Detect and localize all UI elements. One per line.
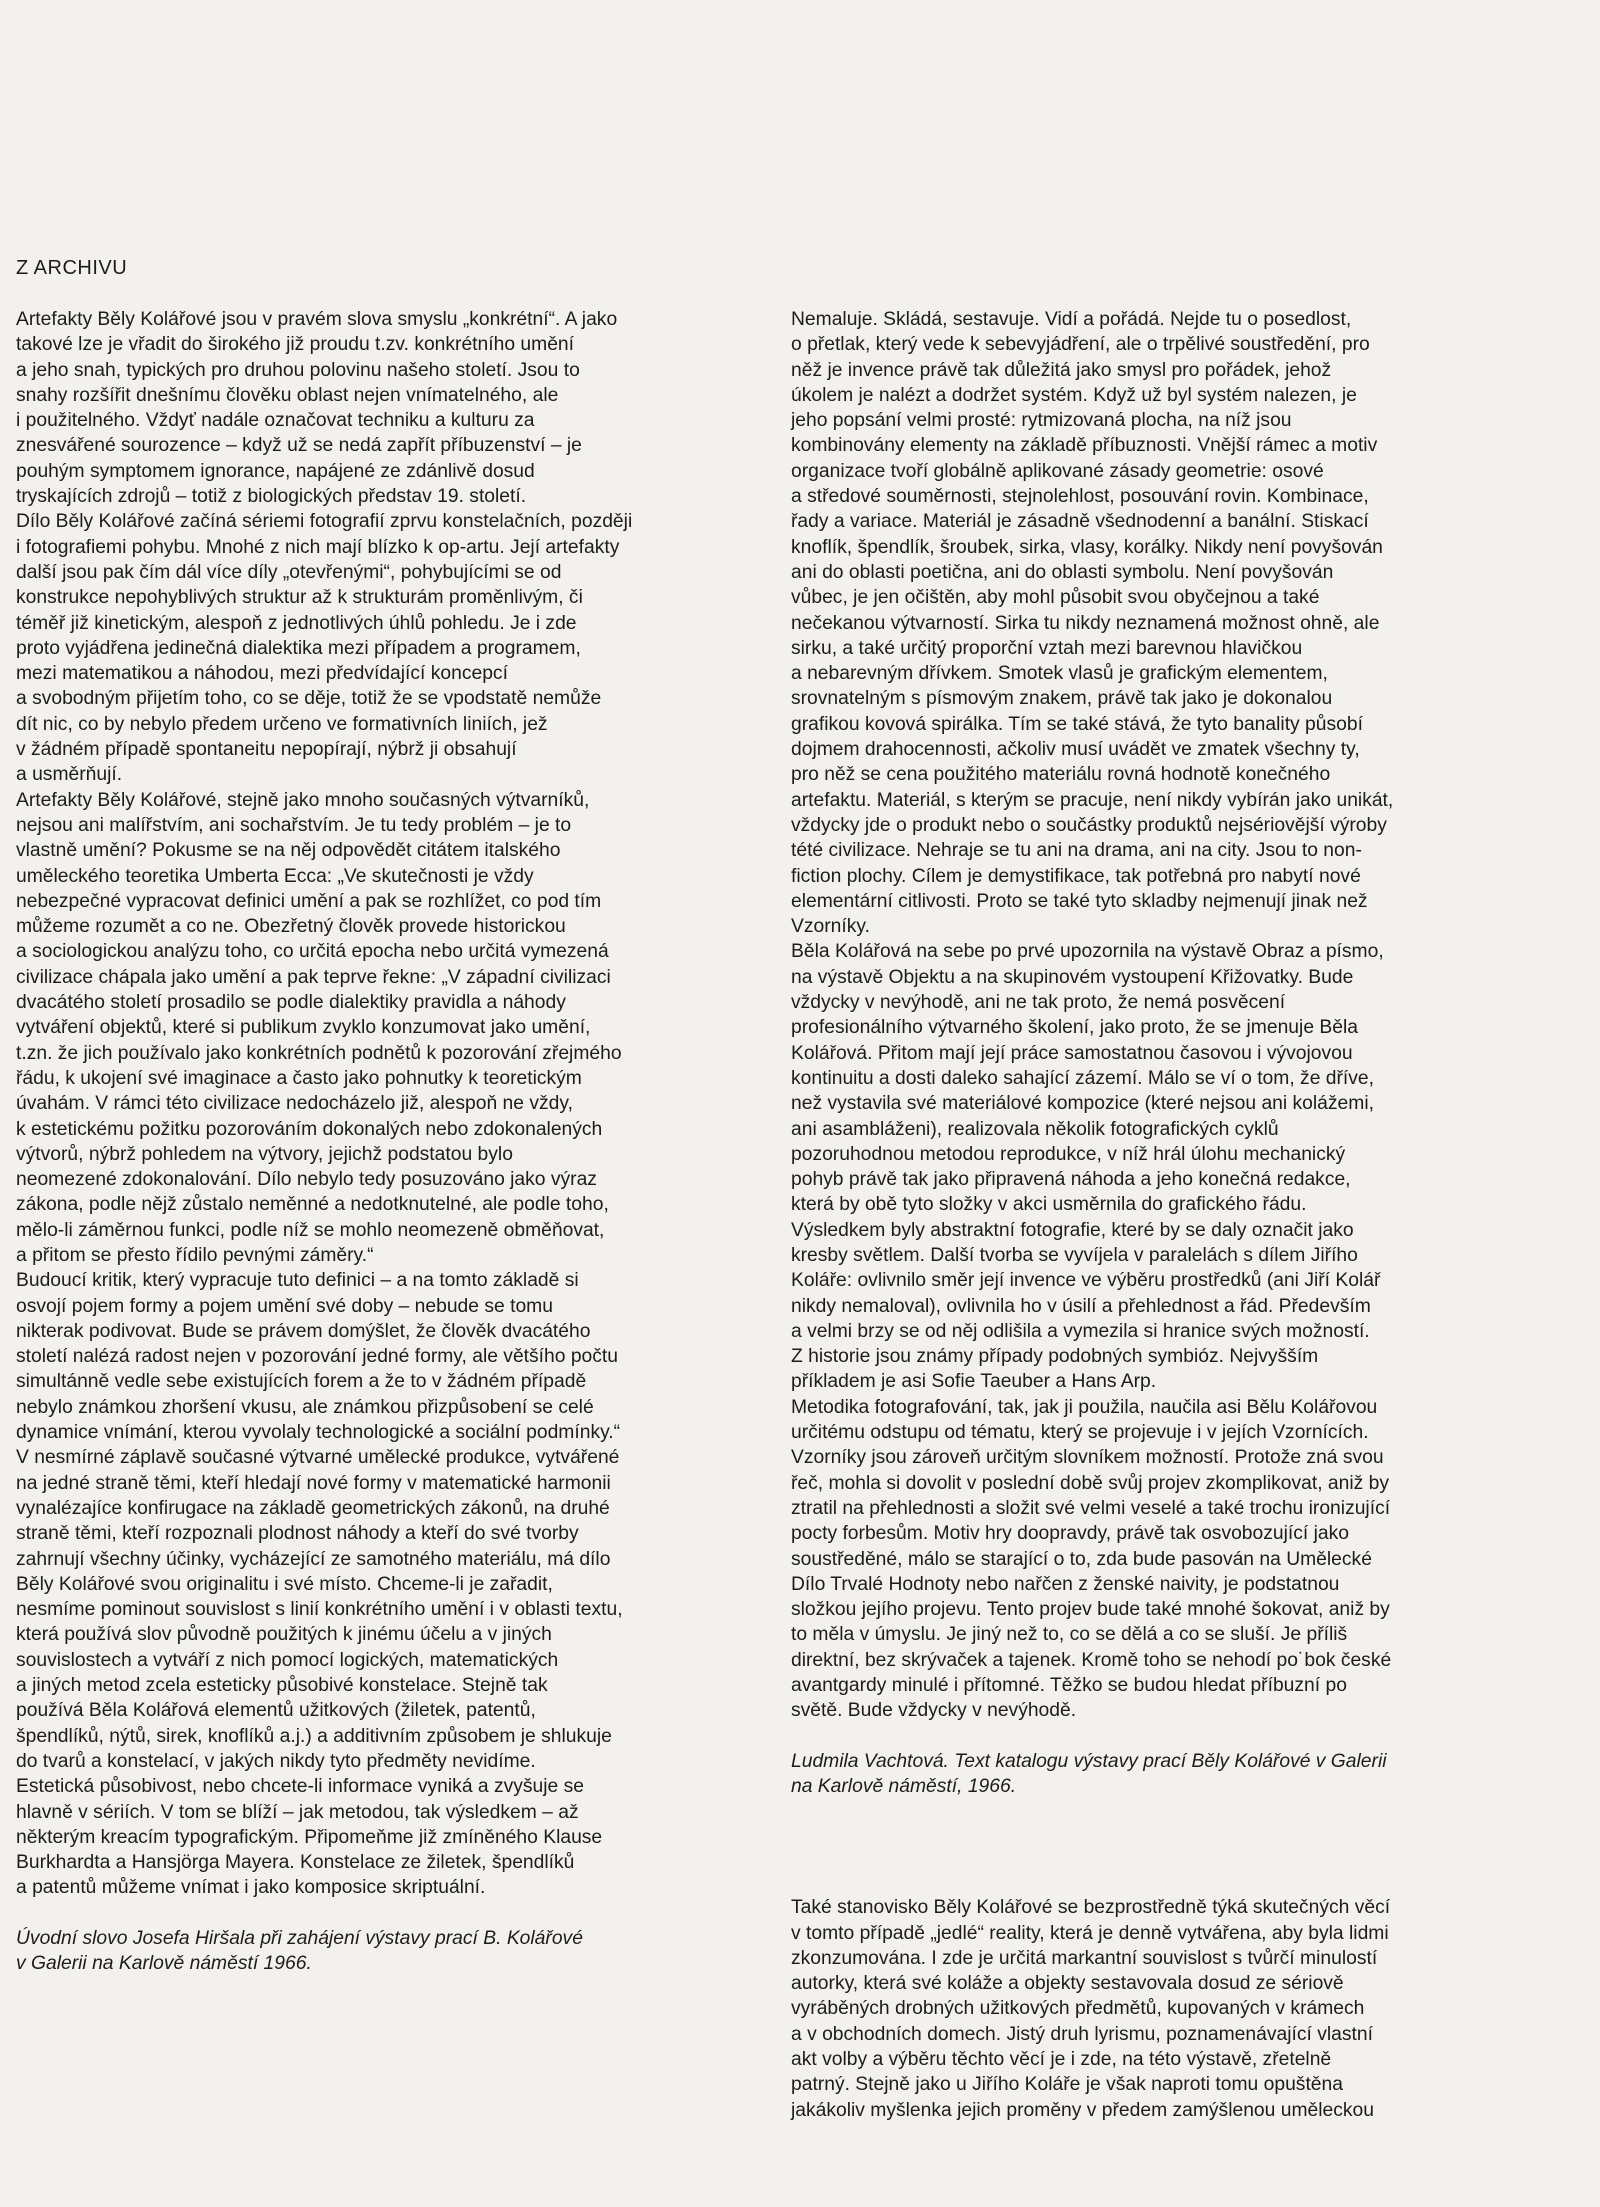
text-line: a v obchodních domech. Jistý druh lyrismu, poznamenávající vlastní [791,2023,1373,2045]
text-line: tryskajících zdrojů – totiž z biologických představ 19. století. [16,486,527,508]
text-line: straně těmi, kteří rozpoznali plodnost náhody a kteří do své tvorby [16,1523,579,1545]
text-line: pohyb právě tak jako připravená náhoda a jeho konečná redakce, [791,1169,1351,1191]
text-line: srovnatelným s písmovým znakem, právě tak jako je dokonalou [791,688,1333,710]
text-line: fiction plochy. Cílem je demystifikace, tak potřebná pro nabytí nové [791,865,1361,887]
text-line: jeho popsání velmi prosté: rytmizovaná plocha, na níž jsou [791,410,1292,432]
text-line: zákona, podle nějž zůstalo neměnné a nedotknutelné, ale podle toho, [16,1194,609,1216]
text-line: vynalézajíce konfirugace na základě geometrických zákonů, na druhé [16,1497,610,1519]
text-line: uměleckého teoretika Umberta Ecca: „Ve skutečnosti je vždy [16,865,534,887]
text-line: úvahám. V rámci této civilizace nedocházelo již, alespoň ne vždy, [16,1093,573,1115]
text-line: a velmi brzy se od něj odlišila a vymezila si hranice svých možností. [791,1320,1370,1342]
text-line: Artefakty Běly Kolářové jsou v pravém slova smyslu „konkrétní“. A jako [16,309,618,330]
text-line: Kolářová. Přitom mají její práce samostatnou časovou i vývojovou [791,1042,1353,1064]
text-line: dojmem drahocennosti, ačkoliv musí uvádět ve zmatek všechny ty, [791,739,1360,761]
text-line: řady a variace. Materiál je zásadně všednodenní a banální. Stiskací [791,511,1369,533]
text-line: určitému odstupu od tématu, který se projevuje i v jejích Vzornících. [791,1422,1369,1444]
text-line: Běla Kolářová na sebe po prvé upozornila na výstavě Obraz a písmo, [791,941,1384,963]
text-line: civilizace chápala jako umění a pak teprve řekne: „V západní civilizaci [16,966,611,988]
text-line: mezi matematikou a náhodou, mezi předvídající koncepcí [16,663,508,685]
text-line: simultánně vedle sebe existujících forem a že to v žádném případě [16,1371,587,1393]
text-line: v Galerii na Karlově náměstí 1966. [16,1953,312,1974]
text-line: i fotografiemi pohybu. Mnohé z nich mají blízko k op-artu. Její artefakty [16,536,620,558]
right-column [791,307,1581,2123]
text-line: v tomto případě „jedlé“ reality, která je denně vytvářena, aby byla lidmi [791,1922,1389,1944]
text-line: soustředěné, málo se starající o to, zda bude pasován na Umělecké [791,1548,1372,1570]
text-line: a svobodným přijetím toho, co se děje, totiž že se vpodstatě nemůže [16,688,602,710]
right-caption [791,1749,1581,1800]
text-line: dynamice vnímání, kterou vyvolaly technologické a sociální podmínky.“ [16,1422,621,1444]
text-line: Dílo Běly Kolářové začíná sériemi fotografií zprvu konstelačních, později [16,511,633,533]
text-line: hlavně v sériích. V tom se blíží – jak metodou, tak výsledkem – až [16,1801,579,1823]
text-line: direktní, bez skrývaček a tajenek. Kromě toho se nehodí po˙bok české [791,1649,1392,1671]
text-line: něž je invence právě tak důležitá jako smysl pro pořádek, jehož [791,359,1332,381]
left-column [16,307,786,1976]
text-line: pouhým symptomem ignorance, napájené ze zdánlivě dosud [16,460,535,482]
text-line: Dílo Trvalé Hodnoty nebo nařčen z ženské naivity, je podstatnou [791,1573,1340,1595]
text-line: řeč, mohla si dovolit v poslední době svůj projev zkomplikovat, aniž by [791,1472,1390,1494]
text-line: kresby světlem. Další tvorba se vyvíjela v paralelách s dílem Jiřího [791,1244,1358,1266]
text-line: a patentů můžeme vnímat i jako komposice skriptuální. [16,1877,486,1899]
text-line: Vzorníky. [791,916,870,938]
text-line: a jeho snah, typických pro druhou polovinu našeho století. Jsou to [16,359,580,381]
text-line: grafikou kovová spirálka. Tím se také stává, že tyto banality působí [791,713,1363,735]
text-line: patrný. Stejně jako u Jiřího Koláře je však naproti tomu opuštěna [791,2074,1343,2096]
text-line: Koláře: ovlivnilo směr její invence ve výběru prostředků (ani Jiří Kolář [791,1270,1381,1292]
text-line: století nalézá radost nejen v pozorování jedné formy, ale většího počtu [16,1346,619,1368]
text-line: a přitom se přesto řídilo pevnými záměry.“ [16,1244,374,1266]
right-body-text [791,307,1581,1724]
text-line: která by obě tyto složky v akci usměrnila do grafického řádu. [791,1194,1307,1216]
text-line: snahy rozšířit dnešnímu člověku oblast nejen vnímatelného, ale [16,384,559,406]
text-line: můžeme rozumět a co ne. Obezřetný člověk provede historickou [16,916,566,938]
text-line: kombinovány elementy na základě příbuznosti. Vnější rámec a motiv [791,435,1378,457]
text-line: konstrukce nepohyblivých struktur až k strukturám proměnlivým, či [16,587,583,609]
text-line: výtvorů, nýbrž pohledem na výtvory, jejichž podstatou bylo [16,1143,513,1165]
text-line: Úvodní slovo Josefa Hiršala při zahájení výstavy prací B. Kolářové [16,1927,583,1949]
left-body-text [16,307,786,1901]
text-line: některým kreacím typografickým. Připomeňme již zmíněného Klause [16,1826,603,1848]
text-line: vždycky jde o produkt nebo o součástky produktů nejsériovější výroby [791,814,1387,836]
text-line: nečekanou výtvarností. Sirka tu nikdy neznamená možnost ohně, ale [791,612,1380,634]
text-line: autorky, která své koláže a objekty sestavovala dosud ze sériově [791,1973,1344,1995]
text-line: V nesmírné záplavě současné výtvarné umělecké produkce, vytvářené [16,1447,620,1469]
text-line: jakákoliv myšlenka jejich proměny v předem zamýšlenou uměleckou [791,2099,1374,2121]
text-line: na Karlově náměstí, 1966. [791,1775,1017,1797]
text-line: mělo-li záměrnou funkci, podle níž se mohlo neomezeně obměňovat, [16,1219,605,1241]
text-line: Z historie jsou známy případy podobných symbióz. Nejvyšším [791,1346,1319,1368]
text-line: pro něž se cena použitého materiálu rovná hodnotě konečného [791,764,1331,786]
text-line: Vzorníky jsou zároveň určitým slovníkem možností. Protože zná svou [791,1447,1384,1469]
text-line: vlastně umění? Pokusme se na něj odpovědět citátem italského [16,840,561,862]
text-line: zkonzumována. I zde je určitá markantní souvislost s tvůrčí minulostí [791,1947,1378,1969]
text-line: nikterak podivovat. Bude se právem domýšlet, že člověk dvacátého [16,1320,591,1342]
text-line: než vystavila své materiálové kompozice (které nejsou ani kolážemi, [791,1093,1374,1115]
text-line: nesmíme pominout souvislost s linií konkrétního umění i v oblasti textu, [16,1599,623,1621]
text-line: artefaktu. Materiál, s kterým se pracuje, není nikdy vybírán jako unikát, [791,789,1394,811]
text-line: v žádném případě spontaneitu nepopírají, nýbrž ji obsahují [16,739,517,761]
text-line: to měla v úmyslu. Je jiný než to, co se dělá a co se sluší. Je příliš [791,1624,1348,1646]
text-line: úkolem je nalézt a dodržet systém. Když už byl systém nalezen, je [791,384,1357,406]
text-line: k estetickému požitku pozorováním dokonalých nebo zdokonalených [16,1118,603,1140]
text-line: Artefakty Běly Kolářové, stejně jako mnoho současných výtvarníků, [16,789,590,811]
text-line: do tvarů a konstelací, v jakých nikdy tyto předměty nevidíme. [16,1750,536,1772]
text-line: znesvářené sourozence – když už se nedá zapřít příbuzenství – je [16,435,582,457]
text-line: Výsledkem byly abstraktní fotografie, které by se daly označit jako [791,1219,1354,1241]
text-line: knoflík, špendlík, šroubek, sirka, vlasy, korálky. Nikdy není povyšován [791,536,1383,558]
text-line: ani asambláženi), realizovala několik fotografických cyklů [791,1118,1279,1140]
text-line: profesionálního výtvarného školení, jako proto, že se jmenuje Běla [791,1017,1358,1039]
text-line: na jedné straně těmi, kteří hledají nové formy v matematické harmonii [16,1472,611,1494]
text-line: vyráběných drobných užitkových předmětů, kupovaných v krámech [791,1998,1365,2020]
text-line: Estetická působivost, nebo chcete-li informace vyniká a zvyšuje se [16,1776,584,1798]
text-line: avantgardy minulé i přítomné. Těžko se budou hledat příbuzní po [791,1675,1347,1697]
text-line: vůbec, je jen očištěn, aby mohl působit svou obyčejnou a také [791,587,1320,609]
text-line: a usměrňují. [16,764,123,786]
text-line: složkou jejího projevu. Tento projev bude také mnohé šokovat, aniž by [791,1599,1390,1621]
text-line: Budoucí kritik, který vypracuje tuto definici – a na tomto základě si [16,1270,579,1292]
text-line: světě. Bude vždycky v nevýhodě. [791,1700,1077,1722]
text-line: používá Běla Kolářová elementů užitkových (žiletek, patentů, [16,1700,536,1722]
text-line: o přetlak, který vede k sebevyjádření, ale o trpělivé soustředění, pro [791,334,1370,356]
text-line: t.zn. že jich používalo jako konkrétních podnětů k pozorování zřejmého [16,1042,622,1064]
section-heading: Z ARCHIVU [16,257,128,279]
text-line: ztratil na přehlednosti a složit své velmi veselé a také trochu ironizující [791,1497,1391,1519]
text-line: Nemaluje. Skládá, sestavuje. Vidí a pořádá. Nejde tu o posedlost, [791,309,1352,330]
text-line: ani do oblasti poetična, ani do oblasti symbolu. Není povyšován [791,561,1334,583]
text-line: sirku, a také určitý proporční vztah mezi barevnou hlavičkou [791,637,1303,659]
text-line: špendlíků, nýtů, sirek, knoflíků a.j.) a additivním způsobem je shlukuje [16,1725,612,1747]
text-line: proto vyjádřena jedinečná dialektika mezi případem a programem, [16,637,581,659]
text-line: souvislostech a vytváří z nich pomocí logických, matematických [16,1649,559,1671]
text-line: dít nic, co by nebylo předem určeno ve formativních liniích, jež [16,713,548,735]
text-line: organizace tvoří globálně aplikované zásady geometrie: osové [791,460,1324,482]
left-caption [16,1926,786,1977]
text-line: a nebarevným dřívkem. Smotek vlasů je grafickým elementem, [791,663,1328,685]
text-line: elementární citlivosti. Proto se také tyto skladby nejmenují jinak než [791,890,1368,912]
text-line: osvojí pojem formy a pojem umění své doby – nebude se tomu [16,1295,553,1317]
text-line: Běly Kolářové svou originalitu i své místo. Chceme-li je zařadit, [16,1573,553,1595]
text-line: řádu, k ukojení své imaginace a často jako pohnutky k teoretickým [16,1067,582,1089]
text-line: a sociologickou analýzu toho, co určitá epocha nebo určitá vymezená [16,941,609,963]
text-line: neomezené zdokonalování. Dílo nebylo tedy posuzováno jako výraz [16,1169,597,1191]
text-line: téměř již kinetickým, alespoň z jednotlivých úhlů pohledu. Je i zde [16,612,577,634]
text-line: nebylo známkou zhoršení vkusu, ale známkou přizpůsobení se celé [16,1396,594,1418]
text-line: která používá slov původně použitých k jinému účelu a v jiných [16,1624,552,1646]
text-line: Ludmila Vachtová. Text katalogu výstavy prací Běly Kolářové v Galerii [791,1750,1387,1772]
text-line: i použitelného. Vždyť nadále označovat techniku a kulturu za [16,410,535,432]
text-line: akt volby a výběru těchto věcí je i zde, na této výstavě, zřetelně [791,2049,1332,2070]
right-body-text-second [791,1895,1581,2123]
text-line: pozoruhodnou metodou reprodukce, v níž hrál úlohu mechanický [791,1143,1346,1165]
text-line: na výstavě Objektu a na skupinovém vystoupení Křižovatky. Bude [791,966,1354,988]
text-line: a středové souměrnosti, stejnolehlost, posouvání rovin. Kombinace, [791,486,1369,508]
text-line: příkladem je asi Sofie Taeuber a Hans Arp. [791,1371,1157,1393]
text-line: další jsou pak čím dál více díly „otevřenými“, pohybujícími se od [16,561,562,583]
text-line: Metodika fotografování, tak, jak ji použila, naučila asi Bělu Kolářovou [791,1396,1378,1418]
text-line: zahrnují všechny účinky, vycházející ze samotného materiálu, má dílo [16,1548,611,1570]
text-line: tété civilizace. Nehraje se tu ani na drama, ani na city. Jsou to non- [791,840,1362,862]
text-line: a jiných metod zcela esteticky působivé konstelace. Stejně tak [16,1675,548,1697]
text-line: takové lze je vřadit do širokého již proudu t.zv. konkrétního umění [16,334,575,356]
text-line: pocty forbesům. Motiv hry doopravdy, právě tak osvobozující jako [791,1523,1349,1545]
text-line: dvacátého století prosadilo se podle dialektiky pravidla a náhody [16,992,566,1014]
text-line: nikdy nemaloval), ovlivnila ho v úsilí a přehlednost a řád. Především [791,1295,1371,1317]
text-line: vždycky v nevýhodě, ani ne tak proto, že nemá posvěcení [791,992,1286,1014]
text-line: nebezpečné vypracovat definici umění a pak se rozhlížet, co pod tím [16,890,602,912]
text-line: vytváření objektů, které si publikum zvyklo konzumovat jako umění, [16,1017,591,1039]
text-line: Také stanovisko Běly Kolářové se bezprostředně týká skutečných věcí [791,1897,1391,1919]
text-line: kontinuitu a dosti daleko sahající zázemí. Málo se ví o tom, že dříve, [791,1067,1375,1089]
text-line: nejsou ani malířstvím, ani sochařstvím. Je tu tedy problém – je to [16,814,572,836]
text-line: Burkhardta a Hansjörga Mayera. Konstelace ze žiletek, špendlíků [16,1852,575,1874]
